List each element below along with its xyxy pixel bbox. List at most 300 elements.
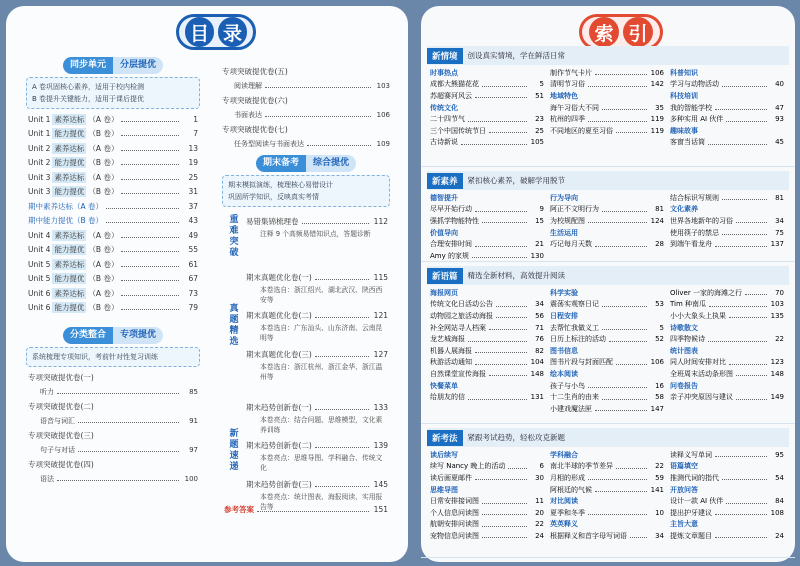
exam-entry[interactable] xyxy=(246,439,388,474)
band-grid xyxy=(421,67,795,148)
page-number: 10 xyxy=(655,508,664,517)
leader-dots xyxy=(475,352,527,353)
index-row[interactable] xyxy=(550,125,664,137)
exam-entry[interactable] xyxy=(246,477,388,512)
index-row[interactable] xyxy=(430,215,544,227)
leader-dots xyxy=(722,479,767,480)
page-number: 21 xyxy=(535,240,544,249)
entry-label: 结合标识写规则 xyxy=(670,193,719,202)
unit-level: （A 卷） xyxy=(88,259,119,269)
page-number: 73 xyxy=(188,288,198,298)
index-band xyxy=(421,426,795,558)
band-title xyxy=(427,171,789,190)
topic-label: 专项突破提优卷(一) xyxy=(28,372,94,382)
unit-tag: 素养达标 xyxy=(54,230,85,240)
index-category xyxy=(670,125,784,137)
index-column xyxy=(667,449,787,542)
index-row[interactable] xyxy=(550,79,664,91)
exam-entry[interactable] xyxy=(246,270,388,305)
index-column xyxy=(427,192,547,262)
page-number: 24 xyxy=(775,531,784,540)
leader-dots xyxy=(121,280,179,281)
index-row[interactable] xyxy=(670,391,784,403)
index-row[interactable] xyxy=(430,357,544,369)
index-row[interactable] xyxy=(670,333,784,345)
unit-tag: 素养达标 xyxy=(54,259,85,269)
index-row[interactable] xyxy=(550,67,664,79)
entry-label: 月相的形成 xyxy=(550,473,585,482)
index-row[interactable] xyxy=(670,530,784,542)
index-row[interactable] xyxy=(670,137,784,149)
topic-label: 专项突破提优卷(四) xyxy=(28,459,94,469)
leader-dots xyxy=(736,375,767,376)
unit-tag: 能力提优 xyxy=(54,274,85,284)
leader-dots xyxy=(595,410,647,411)
unit-tag: 能力提优 xyxy=(54,129,85,139)
pill-label: 分层提优 xyxy=(113,57,163,74)
index-band xyxy=(421,169,795,262)
entry-label: 书面表达 xyxy=(234,110,262,119)
index-row[interactable] xyxy=(670,113,784,125)
index-row[interactable] xyxy=(430,90,544,102)
leader-dots xyxy=(602,306,647,307)
index-category xyxy=(670,519,784,531)
index-column xyxy=(547,449,667,542)
index-row[interactable] xyxy=(430,507,544,519)
index-row[interactable] xyxy=(550,299,664,311)
leader-dots xyxy=(602,329,647,330)
entry-label: 机器人展海报 xyxy=(430,346,472,355)
page-number: 75 xyxy=(775,228,784,237)
page-number: 115 xyxy=(373,272,388,282)
index-row[interactable] xyxy=(550,333,664,345)
page-number: 56 xyxy=(535,311,544,320)
band-grid xyxy=(421,192,795,262)
page-number: 148 xyxy=(770,369,784,378)
page-number: 76 xyxy=(535,335,544,344)
entry-label: 航朝安排问读图 xyxy=(430,520,479,529)
leader-dots xyxy=(78,451,179,452)
page-number: 34 xyxy=(775,216,784,225)
entry-label: 成都大熊猫花花 xyxy=(430,80,479,89)
band-title xyxy=(427,46,789,65)
page-number: 95 xyxy=(775,450,784,459)
unit-level: （A 卷） xyxy=(88,230,119,240)
unit-row[interactable] xyxy=(28,214,198,229)
index-row[interactable] xyxy=(550,238,664,250)
index-row[interactable] xyxy=(670,357,784,369)
entry-label: 补全网站寻人档案 xyxy=(430,323,486,332)
index-row[interactable] xyxy=(550,322,664,334)
leader-dots xyxy=(496,306,527,307)
topic-header[interactable] xyxy=(28,399,198,414)
leader-dots xyxy=(726,121,767,122)
index-row[interactable] xyxy=(430,113,544,125)
unit-row[interactable] xyxy=(28,185,198,200)
index-category xyxy=(670,461,784,473)
index-row[interactable] xyxy=(430,299,544,311)
index-row[interactable] xyxy=(550,102,664,114)
index-category xyxy=(670,380,784,392)
unit-tag: 能力提优 xyxy=(54,245,85,255)
page-number: 103 xyxy=(770,300,784,309)
unit-level: （A 卷） xyxy=(88,114,119,124)
index-row[interactable] xyxy=(430,310,544,322)
leader-dots xyxy=(588,86,647,87)
index-band xyxy=(421,44,795,167)
entry-label: 日历上标注的活动 xyxy=(550,335,606,344)
unit-tag: 能力提优 xyxy=(54,303,85,313)
index-row[interactable] xyxy=(550,507,664,519)
entry-label: Tim 种南瓜 xyxy=(670,300,707,309)
entry-label: 不同地区的夏至习俗 xyxy=(550,126,613,135)
band-subtitle: 紧扣核心素养，破解学用脱节 xyxy=(467,176,566,185)
page-number: 119 xyxy=(650,126,664,135)
page-number: 28 xyxy=(655,240,664,249)
unit-tag: 素养达标 xyxy=(54,114,85,124)
index-category xyxy=(670,90,784,102)
index-row[interactable] xyxy=(670,227,784,239)
page-number: 149 xyxy=(770,393,784,402)
page-number: 30 xyxy=(535,473,544,482)
entry-label: 句子与对话 xyxy=(40,445,75,454)
entry-label: Amy 的家规 xyxy=(430,251,469,260)
index-category xyxy=(430,67,544,79)
page-number: 106 xyxy=(650,358,664,367)
leader-dots xyxy=(602,211,647,212)
index-row[interactable] xyxy=(430,322,544,334)
index-category xyxy=(430,380,544,392)
index-row[interactable] xyxy=(670,495,784,507)
page-number: 81 xyxy=(655,205,664,214)
entry-label: 给朋友的信 xyxy=(430,393,465,402)
band-subtitle: 紧跟考试趋势，轻松攻克新题 xyxy=(467,433,566,442)
leader-dots xyxy=(468,121,527,122)
unit-row[interactable] xyxy=(28,170,198,185)
leader-dots xyxy=(121,164,179,165)
leader-dots xyxy=(475,211,527,212)
index-row[interactable] xyxy=(550,461,664,473)
page-number: 40 xyxy=(775,80,784,89)
topic-header[interactable] xyxy=(28,428,198,443)
unit-row[interactable] xyxy=(28,243,198,258)
leader-dots xyxy=(726,503,767,504)
unit-level: （B 卷） xyxy=(88,158,119,168)
index-row[interactable] xyxy=(430,137,544,149)
exam-row[interactable] xyxy=(246,439,388,454)
topic-header[interactable] xyxy=(222,122,390,137)
index-row[interactable] xyxy=(670,238,784,250)
index-column xyxy=(667,287,787,415)
entry-label: 读后画夏邮件 xyxy=(430,473,472,482)
exam-entry[interactable] xyxy=(246,309,388,344)
page-number: 135 xyxy=(770,311,784,320)
index-row[interactable] xyxy=(550,215,664,227)
entry-label: 古诗新说 xyxy=(430,138,458,147)
page-number: 1 xyxy=(193,114,198,124)
entry-label: 十二生肖的由来 xyxy=(550,393,599,402)
index-row[interactable] xyxy=(670,215,784,227)
unit-row[interactable] xyxy=(28,228,198,243)
index-row[interactable] xyxy=(430,238,544,250)
page-number: 145 xyxy=(373,479,388,489)
page-number: 131 xyxy=(530,393,544,402)
page-number: 97 xyxy=(189,445,198,454)
index-row[interactable] xyxy=(430,79,544,91)
entry-label: 到端午看龙舟 xyxy=(670,240,712,249)
category-label: 问卷报告 xyxy=(670,381,698,390)
leader-dots xyxy=(57,393,179,394)
page-number: 45 xyxy=(775,138,784,147)
entry-label: 期末真题优化卷(三) xyxy=(246,349,312,359)
band-title xyxy=(427,266,789,285)
left-page-contents xyxy=(6,6,408,562)
right-page-index xyxy=(421,6,795,562)
entry-label: 孩子与小鸟 xyxy=(550,381,585,390)
index-row[interactable] xyxy=(430,125,544,137)
topic-list xyxy=(20,370,206,486)
page-number: 16 xyxy=(655,381,664,390)
topic-header[interactable] xyxy=(222,64,390,79)
index-row[interactable] xyxy=(670,299,784,311)
leader-dots xyxy=(121,266,179,267)
topic-label: 专项突破提优卷(六) xyxy=(222,95,288,105)
entry-label: 四季物候诗 xyxy=(670,335,705,344)
entry-label: 提出护牙建议 xyxy=(670,508,712,517)
category-label: 快餐菜单 xyxy=(430,381,458,390)
page-number: 121 xyxy=(373,311,388,321)
page-number: 47 xyxy=(775,103,784,112)
page-number: 5 xyxy=(539,80,544,89)
note-line: B 卷提升关键能力，适用于课后提优 xyxy=(32,95,145,103)
entry-label: 尽早开始行动 xyxy=(430,205,472,214)
unit-level: （B 卷） xyxy=(88,303,119,313)
entry-label: 期末趋势创新卷(一) xyxy=(246,402,312,412)
page-number: 9 xyxy=(539,205,544,214)
page-number: 35 xyxy=(655,103,664,112)
unit-row[interactable] xyxy=(28,112,198,127)
entry-label: 二十四节气 xyxy=(430,115,465,124)
index-row[interactable] xyxy=(670,79,784,91)
page-number: 148 xyxy=(530,369,544,378)
entry-label: 清明节习俗 xyxy=(550,80,585,89)
pill-label: 专项提优 xyxy=(113,327,163,344)
unit-row[interactable] xyxy=(28,257,198,272)
leader-dots xyxy=(121,295,179,296)
entry-label: 日常安排接词图 xyxy=(430,497,479,506)
exam-entry[interactable] xyxy=(246,400,388,435)
index-category xyxy=(670,484,784,496)
page-number: 67 xyxy=(188,274,198,284)
topic-header[interactable] xyxy=(28,457,198,472)
entry-label: 苏超赛河风云 xyxy=(430,91,472,100)
category-label: 传统文化 xyxy=(430,103,458,112)
leader-dots xyxy=(715,109,767,110)
index-category xyxy=(430,102,544,114)
leader-dots xyxy=(482,514,527,515)
exam-row[interactable] xyxy=(246,270,388,285)
unit-label: Unit 4 xyxy=(28,245,51,255)
topic-row[interactable] xyxy=(222,79,390,94)
entry-label: 易错集锦梳理卷 xyxy=(246,216,299,226)
entry-label: 期末趋势创新卷(三) xyxy=(246,479,312,489)
index-category xyxy=(670,345,784,357)
unit-level: （A 卷） xyxy=(88,143,119,153)
index-category xyxy=(430,449,544,461)
index-row[interactable] xyxy=(430,368,544,380)
index-category xyxy=(430,287,544,299)
index-row[interactable] xyxy=(430,204,544,216)
index-row[interactable] xyxy=(550,357,664,369)
leader-dots xyxy=(482,503,527,504)
unit-label: Unit 1 xyxy=(28,129,51,139)
index-row[interactable] xyxy=(550,391,664,403)
leader-dots xyxy=(121,135,179,136)
page-number: 141 xyxy=(650,485,664,494)
category-label: 英英释义 xyxy=(550,520,578,529)
final-note xyxy=(222,175,390,207)
category-label: 主旨大意 xyxy=(670,520,698,529)
topic-row[interactable] xyxy=(28,472,198,487)
note-line: 巩固所学知识，反映真实考情 xyxy=(228,193,319,201)
leader-dots xyxy=(715,246,767,247)
index-row[interactable] xyxy=(430,333,544,345)
exam-entry[interactable] xyxy=(246,347,388,382)
page-number: 82 xyxy=(535,346,544,355)
page-number: 127 xyxy=(373,349,388,359)
band-grid xyxy=(421,449,795,542)
unit-row[interactable] xyxy=(28,199,198,214)
exam-row[interactable] xyxy=(246,309,388,324)
unit-level: （B 卷） xyxy=(88,245,119,255)
category-label: 趣味故事 xyxy=(670,126,698,135)
category-label: 科普知识 xyxy=(670,68,698,77)
leader-dots xyxy=(595,491,647,492)
index-row[interactable] xyxy=(670,472,784,484)
index-category xyxy=(550,310,664,322)
page-number: 124 xyxy=(650,216,664,225)
page-number: 43 xyxy=(188,216,198,226)
topic-row[interactable] xyxy=(28,385,198,400)
entry-label: 强抓学物能特性 xyxy=(430,216,479,225)
unit-row[interactable] xyxy=(28,127,198,142)
unit-row[interactable] xyxy=(28,272,198,287)
index-row[interactable] xyxy=(430,530,544,542)
entry-label: 亲子冲突原因与建议 xyxy=(670,393,733,402)
leader-dots xyxy=(468,399,527,400)
leader-dots xyxy=(630,537,647,538)
leader-dots xyxy=(121,237,179,238)
leader-dots xyxy=(709,306,767,307)
page-number: 106 xyxy=(650,68,664,77)
index-row[interactable] xyxy=(550,530,664,542)
index-row[interactable] xyxy=(670,287,784,299)
unit-row[interactable] xyxy=(28,301,198,316)
index-row[interactable] xyxy=(430,461,544,473)
exam-row[interactable] xyxy=(246,477,388,492)
leader-dots xyxy=(315,279,369,280)
entry-label: 提炼文章题目 xyxy=(670,531,712,540)
leader-dots xyxy=(588,222,647,223)
page-number: 151 xyxy=(373,504,388,514)
topic-header[interactable] xyxy=(28,370,198,385)
index-row[interactable] xyxy=(430,345,544,357)
index-row[interactable] xyxy=(550,204,664,216)
topic-row[interactable] xyxy=(222,137,390,152)
topic-row[interactable] xyxy=(28,443,198,458)
unit-row[interactable] xyxy=(28,156,198,171)
leader-dots xyxy=(609,341,647,342)
entry-detail: 本卷亮点：结合问题、思维模型，文化素养训练 xyxy=(260,415,383,434)
entry-label: 为校规配图 xyxy=(550,216,585,225)
entry-label: 海午习俗大不同 xyxy=(550,103,599,112)
index-row[interactable] xyxy=(550,380,664,392)
entry-label: 期末真题优化卷(二) xyxy=(246,311,312,321)
page-number: 22 xyxy=(535,520,544,529)
page-number: 55 xyxy=(188,245,198,255)
leader-dots xyxy=(722,234,767,235)
leader-dots xyxy=(121,150,179,151)
topic-row[interactable] xyxy=(28,414,198,429)
exam-row[interactable] xyxy=(246,347,388,362)
index-row[interactable] xyxy=(550,403,664,415)
band-subtitle: 精选全新材料，高效提升阅读 xyxy=(467,271,566,280)
page-number: 51 xyxy=(535,91,544,100)
pill-label: 期末备考 xyxy=(256,155,306,172)
topic-header[interactable] xyxy=(222,93,390,108)
page-number: 123 xyxy=(770,358,784,367)
unit-label: Unit 3 xyxy=(28,172,51,182)
entry-label: 语法 xyxy=(40,474,54,483)
index-row[interactable] xyxy=(670,449,784,461)
index-row[interactable] xyxy=(670,507,784,519)
index-row[interactable] xyxy=(670,368,784,380)
contents-column-1 xyxy=(20,54,206,486)
leader-dots xyxy=(315,356,369,357)
index-row[interactable] xyxy=(550,113,664,125)
exam-row[interactable] xyxy=(246,400,388,415)
page-number: 103 xyxy=(376,81,390,90)
category-label: 思维导图 xyxy=(430,485,458,494)
unit-row[interactable] xyxy=(28,286,198,301)
index-row[interactable] xyxy=(550,472,664,484)
entry-label: 合理安排时间 xyxy=(430,240,472,249)
page-number: 109 xyxy=(376,139,390,148)
index-row[interactable] xyxy=(670,102,784,114)
entry-label: 阿根廷的气候 xyxy=(550,485,592,494)
index-row[interactable] xyxy=(550,484,664,496)
index-row[interactable] xyxy=(430,391,544,403)
index-category xyxy=(550,345,664,357)
leader-dots xyxy=(715,537,767,538)
leader-dots xyxy=(708,341,767,342)
index-row[interactable] xyxy=(430,495,544,507)
page-number: 25 xyxy=(188,172,198,182)
index-row[interactable] xyxy=(430,519,544,531)
page-number: 49 xyxy=(188,230,198,240)
index-row[interactable] xyxy=(670,310,784,322)
topic-row[interactable] xyxy=(222,108,390,123)
index-row[interactable] xyxy=(430,472,544,484)
page-number: 13 xyxy=(188,143,198,153)
page-number: 34 xyxy=(535,300,544,309)
sync-units-pill xyxy=(26,57,200,74)
index-row[interactable] xyxy=(670,192,784,204)
unit-level: （B 卷） xyxy=(88,129,119,139)
unit-row[interactable] xyxy=(28,141,198,156)
leader-dots xyxy=(475,246,527,247)
index-row[interactable] xyxy=(430,250,544,262)
